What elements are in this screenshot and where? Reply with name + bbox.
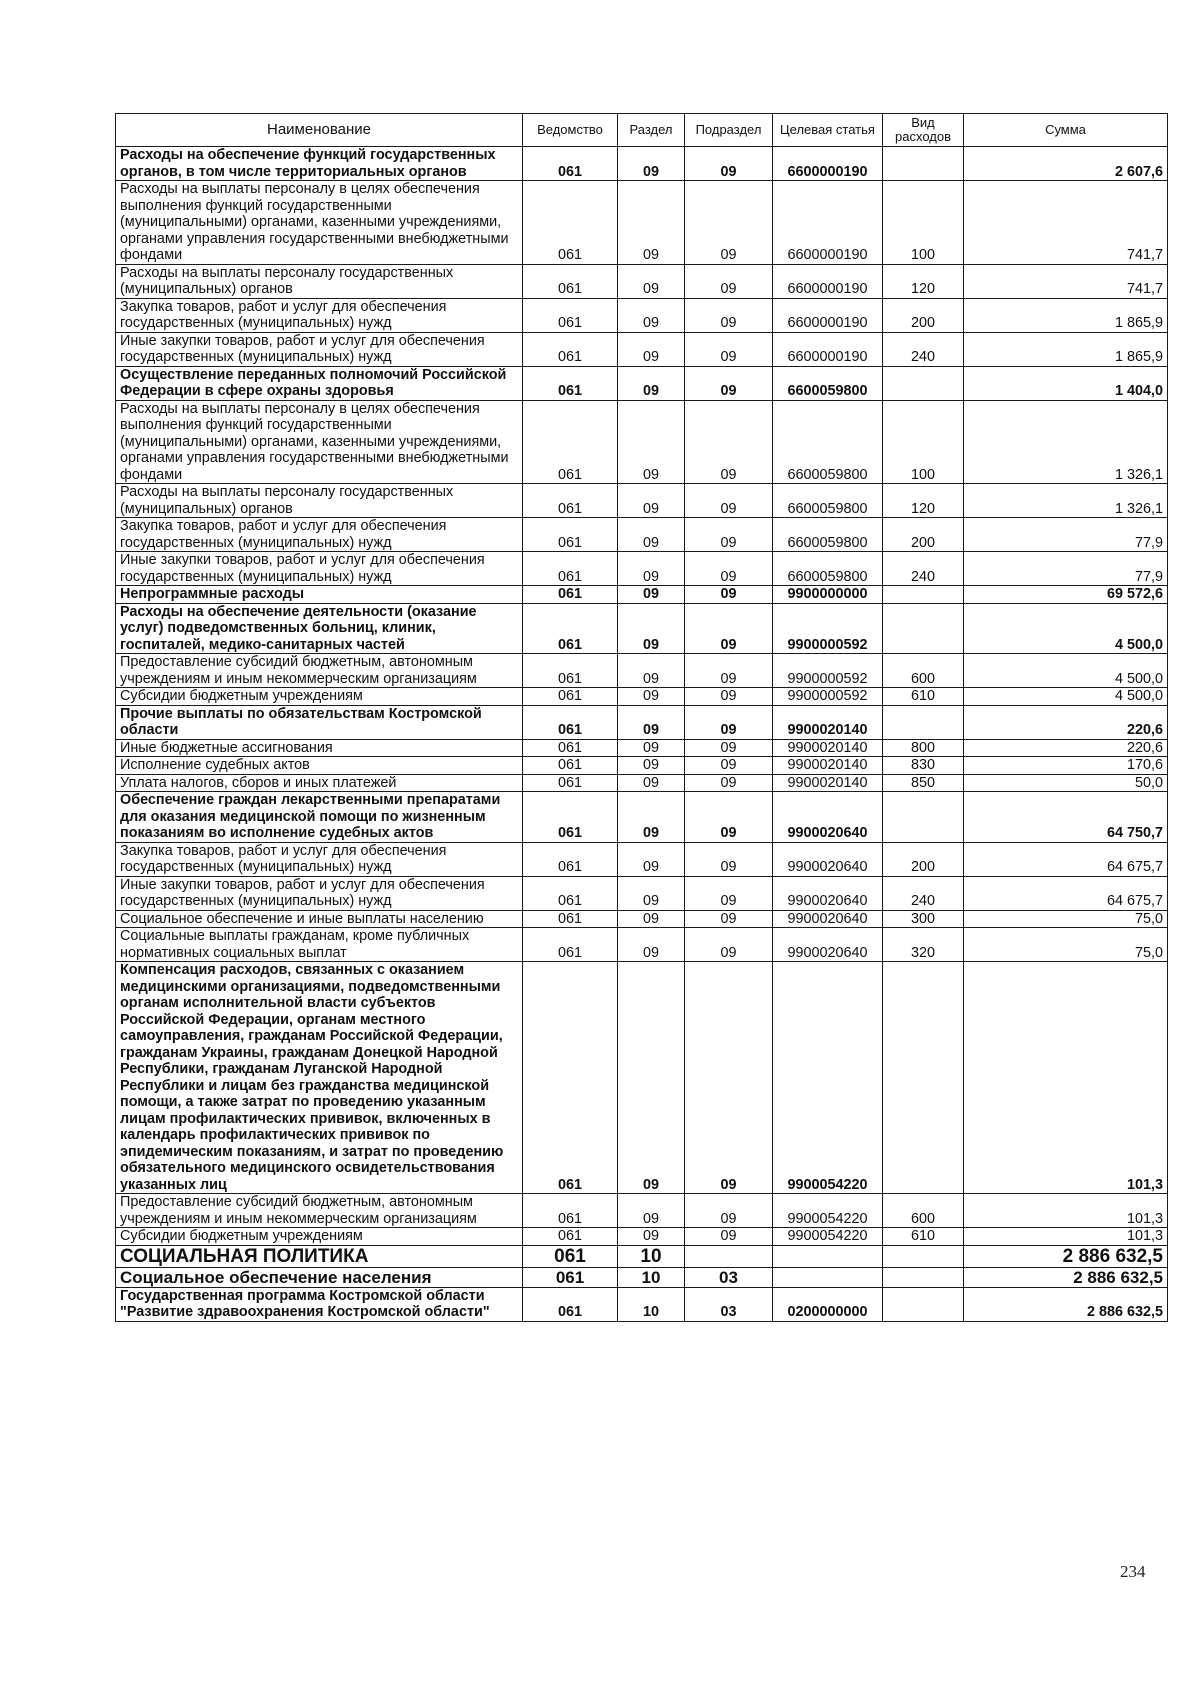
cell-name: Непрограммные расходы xyxy=(116,586,523,604)
cell-name: Иные бюджетные ассигнования xyxy=(116,739,523,757)
cell-subsection: 09 xyxy=(685,147,773,181)
cell-kind: 100 xyxy=(883,181,964,265)
cell-sum: 4 500,0 xyxy=(964,603,1168,654)
budget-sheet xyxy=(115,113,1167,1322)
cell-sum: 1 865,9 xyxy=(964,298,1168,332)
header-subsection: Подраздел xyxy=(685,114,773,147)
cell-subsection xyxy=(685,1245,773,1267)
cell-dept: 061 xyxy=(523,774,618,792)
cell-dept: 061 xyxy=(523,1245,618,1267)
cell-section: 09 xyxy=(618,774,685,792)
cell-section: 09 xyxy=(618,792,685,843)
cell-kind: 300 xyxy=(883,910,964,928)
cell-kind: 120 xyxy=(883,264,964,298)
cell-section: 09 xyxy=(618,688,685,706)
cell-kind xyxy=(883,1267,964,1287)
cell-name: Предоставление субсидий бюджетным, автономным учреждениям и иным некоммерческим организациям xyxy=(116,654,523,688)
cell-sum: 64 750,7 xyxy=(964,792,1168,843)
cell-section: 09 xyxy=(618,484,685,518)
cell-target: 9900020140 xyxy=(773,757,883,775)
cell-target: 9900020640 xyxy=(773,928,883,962)
cell-name: Закупка товаров, работ и услуг для обеспечения государственных (муниципальных) нужд xyxy=(116,518,523,552)
cell-target: 6600000190 xyxy=(773,332,883,366)
cell-target: 6600059800 xyxy=(773,366,883,400)
table-row xyxy=(116,1245,1168,1267)
cell-name: Расходы на выплаты персоналу государственных (муниципальных) органов xyxy=(116,264,523,298)
header-sum: Сумма xyxy=(964,114,1168,147)
cell-kind: 120 xyxy=(883,484,964,518)
cell-target xyxy=(773,1267,883,1287)
cell-kind: 800 xyxy=(883,739,964,757)
cell-dept: 061 xyxy=(523,400,618,484)
cell-subsection: 09 xyxy=(685,586,773,604)
cell-target: 9900020140 xyxy=(773,705,883,739)
cell-dept: 061 xyxy=(523,586,618,604)
cell-subsection: 09 xyxy=(685,298,773,332)
cell-sum: 741,7 xyxy=(964,264,1168,298)
cell-target: 6600059800 xyxy=(773,552,883,586)
cell-dept: 061 xyxy=(523,1267,618,1287)
cell-dept: 061 xyxy=(523,1287,618,1321)
cell-kind: 200 xyxy=(883,298,964,332)
cell-sum: 1 326,1 xyxy=(964,484,1168,518)
cell-section: 09 xyxy=(618,1194,685,1228)
table-row xyxy=(116,264,1168,298)
cell-name: Обеспечение граждан лекарственными препаратами для оказания медицинской помощи по жизненным показаниям во исполнение судебных актов xyxy=(116,792,523,843)
table-row xyxy=(116,842,1168,876)
cell-section: 09 xyxy=(618,147,685,181)
cell-subsection: 09 xyxy=(685,1228,773,1246)
cell-section: 09 xyxy=(618,1228,685,1246)
cell-target: 6600059800 xyxy=(773,484,883,518)
cell-dept: 061 xyxy=(523,654,618,688)
cell-sum: 69 572,6 xyxy=(964,586,1168,604)
table-row xyxy=(116,654,1168,688)
cell-dept: 061 xyxy=(523,792,618,843)
cell-kind: 600 xyxy=(883,654,964,688)
cell-section: 09 xyxy=(618,552,685,586)
cell-kind: 610 xyxy=(883,688,964,706)
cell-subsection: 09 xyxy=(685,366,773,400)
cell-sum: 170,6 xyxy=(964,757,1168,775)
cell-name: Субсидии бюджетным учреждениям xyxy=(116,688,523,706)
cell-section: 09 xyxy=(618,962,685,1194)
cell-subsection: 09 xyxy=(685,603,773,654)
cell-subsection: 09 xyxy=(685,928,773,962)
cell-dept: 061 xyxy=(523,876,618,910)
cell-section: 09 xyxy=(618,518,685,552)
cell-dept: 061 xyxy=(523,147,618,181)
cell-name: Уплата налогов, сборов и иных платежей xyxy=(116,774,523,792)
cell-sum: 64 675,7 xyxy=(964,842,1168,876)
table-row xyxy=(116,603,1168,654)
cell-dept: 061 xyxy=(523,842,618,876)
cell-sum: 1 326,1 xyxy=(964,400,1168,484)
cell-subsection: 09 xyxy=(685,518,773,552)
cell-section: 09 xyxy=(618,586,685,604)
cell-name: Государственная программа Костромской области "Развитие здравоохранения Костромской области" xyxy=(116,1287,523,1321)
cell-section: 09 xyxy=(618,876,685,910)
cell-subsection: 09 xyxy=(685,552,773,586)
cell-dept: 061 xyxy=(523,757,618,775)
cell-name: Расходы на выплаты персоналу государственных (муниципальных) органов xyxy=(116,484,523,518)
table-row xyxy=(116,910,1168,928)
cell-name: Расходы на обеспечение деятельности (оказание услуг) подведомственных больниц, клиник, госпиталей, медико-санитарных частей xyxy=(116,603,523,654)
cell-name: Социальные выплаты гражданам, кроме публичных нормативных социальных выплат xyxy=(116,928,523,962)
cell-subsection: 09 xyxy=(685,962,773,1194)
table-row xyxy=(116,181,1168,265)
cell-kind: 100 xyxy=(883,400,964,484)
cell-name: Закупка товаров, работ и услуг для обеспечения государственных (муниципальных) нужд xyxy=(116,298,523,332)
cell-sum: 4 500,0 xyxy=(964,688,1168,706)
cell-name: Компенсация расходов, связанных с оказанием медицинскими организациями, подведомственными органам исполнительной власти субъектов Российской Федерации, органам местного самоуправления, гражданам Российской Федерации, гражданам Украины, гражданам Донецкой Народной Республики, гражданам Луганской Народной Республики и лицам без гражданства медицинской помощи, а также затрат по проведению указанным лицам профилактических прививок, включенных в календарь профилактических прививок по эпидемическим показаниям, и затрат по проведению обязательного медицинского освидетельствования указанных лиц xyxy=(116,962,523,1194)
cell-dept: 061 xyxy=(523,1228,618,1246)
cell-sum: 101,3 xyxy=(964,962,1168,1194)
cell-kind xyxy=(883,603,964,654)
cell-subsection: 09 xyxy=(685,774,773,792)
cell-target: 6600000190 xyxy=(773,147,883,181)
cell-sum: 220,6 xyxy=(964,739,1168,757)
cell-sum: 64 675,7 xyxy=(964,876,1168,910)
cell-name: Иные закупки товаров, работ и услуг для обеспечения государственных (муниципальных) нужд xyxy=(116,332,523,366)
cell-target: 9900020640 xyxy=(773,842,883,876)
cell-name: Прочие выплаты по обязательствам Костромской области xyxy=(116,705,523,739)
table-row xyxy=(116,400,1168,484)
cell-target: 9900020640 xyxy=(773,910,883,928)
cell-name: Предоставление субсидий бюджетным, автономным учреждениям и иным некоммерческим организациям xyxy=(116,1194,523,1228)
header-section: Раздел xyxy=(618,114,685,147)
cell-dept: 061 xyxy=(523,739,618,757)
cell-target: 9900020140 xyxy=(773,774,883,792)
cell-subsection: 09 xyxy=(685,739,773,757)
cell-target: 9900054220 xyxy=(773,962,883,1194)
table-body xyxy=(116,147,1168,1322)
cell-subsection: 09 xyxy=(685,910,773,928)
cell-target: 9900000000 xyxy=(773,586,883,604)
cell-target: 6600000190 xyxy=(773,264,883,298)
cell-name: Социальное обеспечение и иные выплаты населению xyxy=(116,910,523,928)
cell-sum: 75,0 xyxy=(964,928,1168,962)
cell-target: 6600059800 xyxy=(773,518,883,552)
table-row xyxy=(116,298,1168,332)
cell-subsection: 09 xyxy=(685,654,773,688)
cell-section: 09 xyxy=(618,298,685,332)
cell-section: 09 xyxy=(618,654,685,688)
cell-dept: 061 xyxy=(523,603,618,654)
cell-kind: 200 xyxy=(883,518,964,552)
cell-section: 09 xyxy=(618,264,685,298)
cell-section: 10 xyxy=(618,1287,685,1321)
cell-kind: 320 xyxy=(883,928,964,962)
header-dept: Ведомство xyxy=(523,114,618,147)
cell-subsection: 09 xyxy=(685,484,773,518)
cell-subsection: 03 xyxy=(685,1287,773,1321)
cell-subsection: 09 xyxy=(685,181,773,265)
cell-dept: 061 xyxy=(523,484,618,518)
cell-sum: 77,9 xyxy=(964,552,1168,586)
cell-kind xyxy=(883,147,964,181)
cell-section: 10 xyxy=(618,1245,685,1267)
cell-name: Исполнение судебных актов xyxy=(116,757,523,775)
cell-section: 09 xyxy=(618,181,685,265)
cell-sum: 220,6 xyxy=(964,705,1168,739)
cell-target: 9900000592 xyxy=(773,603,883,654)
cell-subsection: 09 xyxy=(685,842,773,876)
cell-dept: 061 xyxy=(523,910,618,928)
cell-dept: 061 xyxy=(523,332,618,366)
table-row xyxy=(116,757,1168,775)
cell-section: 09 xyxy=(618,842,685,876)
cell-section: 09 xyxy=(618,910,685,928)
cell-target: 9900020640 xyxy=(773,876,883,910)
cell-dept: 061 xyxy=(523,181,618,265)
cell-name: Социальное обеспечение населения xyxy=(116,1267,523,1287)
table-row xyxy=(116,1228,1168,1246)
cell-name: Закупка товаров, работ и услуг для обеспечения государственных (муниципальных) нужд xyxy=(116,842,523,876)
cell-sum: 101,3 xyxy=(964,1228,1168,1246)
table-row xyxy=(116,1287,1168,1321)
cell-name: Субсидии бюджетным учреждениям xyxy=(116,1228,523,1246)
cell-section: 09 xyxy=(618,757,685,775)
cell-section: 09 xyxy=(618,332,685,366)
cell-kind: 200 xyxy=(883,842,964,876)
cell-dept: 061 xyxy=(523,962,618,1194)
cell-section: 09 xyxy=(618,928,685,962)
cell-kind xyxy=(883,792,964,843)
cell-section: 09 xyxy=(618,603,685,654)
cell-kind: 600 xyxy=(883,1194,964,1228)
cell-kind xyxy=(883,1245,964,1267)
cell-sum: 741,7 xyxy=(964,181,1168,265)
cell-sum: 4 500,0 xyxy=(964,654,1168,688)
cell-target: 9900000592 xyxy=(773,688,883,706)
header-kind: Вид расходов xyxy=(883,114,964,147)
cell-kind xyxy=(883,1287,964,1321)
table-row xyxy=(116,928,1168,962)
table-row xyxy=(116,586,1168,604)
budget-table xyxy=(115,113,1168,1322)
table-row xyxy=(116,962,1168,1194)
cell-name: Осуществление переданных полномочий Российской Федерации в сфере охраны здоровья xyxy=(116,366,523,400)
cell-target: 9900020640 xyxy=(773,792,883,843)
cell-sum: 77,9 xyxy=(964,518,1168,552)
cell-kind: 240 xyxy=(883,876,964,910)
cell-kind: 240 xyxy=(883,552,964,586)
cell-section: 09 xyxy=(618,705,685,739)
cell-sum: 2 886 632,5 xyxy=(964,1245,1168,1267)
table-row xyxy=(116,688,1168,706)
cell-sum: 2 607,6 xyxy=(964,147,1168,181)
cell-kind xyxy=(883,586,964,604)
cell-name: Расходы на выплаты персоналу в целях обеспечения выполнения функций государственными (муниципальными) органами, казенными учреждениями, органами управления государственными внебюджетными фондами xyxy=(116,400,523,484)
cell-dept: 061 xyxy=(523,518,618,552)
cell-sum: 50,0 xyxy=(964,774,1168,792)
cell-section: 09 xyxy=(618,366,685,400)
cell-kind: 830 xyxy=(883,757,964,775)
cell-target: 0200000000 xyxy=(773,1287,883,1321)
cell-subsection: 09 xyxy=(685,332,773,366)
cell-dept: 061 xyxy=(523,928,618,962)
cell-subsection: 03 xyxy=(685,1267,773,1287)
table-row xyxy=(116,518,1168,552)
cell-sum: 1 404,0 xyxy=(964,366,1168,400)
cell-name: Расходы на обеспечение функций государственных органов, в том числе территориальных органов xyxy=(116,147,523,181)
cell-section: 10 xyxy=(618,1267,685,1287)
cell-name: Расходы на выплаты персоналу в целях обеспечения выполнения функций государственными (муниципальными) органами, казенными учреждениями, органами управления государственными внебюджетными фондами xyxy=(116,181,523,265)
cell-target xyxy=(773,1245,883,1267)
cell-name: Иные закупки товаров, работ и услуг для обеспечения государственных (муниципальных) нужд xyxy=(116,876,523,910)
cell-kind: 610 xyxy=(883,1228,964,1246)
cell-name: СОЦИАЛЬНАЯ ПОЛИТИКА xyxy=(116,1245,523,1267)
cell-sum: 101,3 xyxy=(964,1194,1168,1228)
cell-dept: 061 xyxy=(523,264,618,298)
cell-dept: 061 xyxy=(523,705,618,739)
cell-dept: 061 xyxy=(523,552,618,586)
table-row xyxy=(116,876,1168,910)
cell-dept: 061 xyxy=(523,1194,618,1228)
cell-kind: 240 xyxy=(883,332,964,366)
cell-sum: 75,0 xyxy=(964,910,1168,928)
table-row xyxy=(116,705,1168,739)
cell-target: 6600000190 xyxy=(773,181,883,265)
page-number: 234 xyxy=(1120,1562,1146,1581)
cell-kind xyxy=(883,366,964,400)
cell-subsection: 09 xyxy=(685,757,773,775)
cell-target: 6600059800 xyxy=(773,400,883,484)
cell-target: 6600000190 xyxy=(773,298,883,332)
cell-subsection: 09 xyxy=(685,705,773,739)
cell-subsection: 09 xyxy=(685,264,773,298)
cell-subsection: 09 xyxy=(685,792,773,843)
cell-target: 9900020140 xyxy=(773,739,883,757)
cell-dept: 061 xyxy=(523,366,618,400)
cell-dept: 061 xyxy=(523,688,618,706)
cell-sum: 1 865,9 xyxy=(964,332,1168,366)
cell-subsection: 09 xyxy=(685,400,773,484)
cell-section: 09 xyxy=(618,739,685,757)
table-row xyxy=(116,332,1168,366)
cell-target: 9900054220 xyxy=(773,1228,883,1246)
header-target: Целевая статья xyxy=(773,114,883,147)
cell-sum: 2 886 632,5 xyxy=(964,1287,1168,1321)
cell-kind: 850 xyxy=(883,774,964,792)
table-row xyxy=(116,792,1168,843)
cell-section: 09 xyxy=(618,400,685,484)
table-row xyxy=(116,1194,1168,1228)
table-row xyxy=(116,366,1168,400)
table-row xyxy=(116,774,1168,792)
cell-sum: 2 886 632,5 xyxy=(964,1267,1168,1287)
table-row xyxy=(116,552,1168,586)
table-row xyxy=(116,739,1168,757)
header-name: Наименование xyxy=(116,114,523,147)
cell-subsection: 09 xyxy=(685,876,773,910)
cell-kind xyxy=(883,705,964,739)
table-row xyxy=(116,1267,1168,1287)
cell-subsection: 09 xyxy=(685,1194,773,1228)
table-row xyxy=(116,147,1168,181)
table-header-row xyxy=(116,114,1168,147)
cell-target: 9900054220 xyxy=(773,1194,883,1228)
cell-target: 9900000592 xyxy=(773,654,883,688)
table-row xyxy=(116,484,1168,518)
cell-subsection: 09 xyxy=(685,688,773,706)
cell-name: Иные закупки товаров, работ и услуг для обеспечения государственных (муниципальных) нужд xyxy=(116,552,523,586)
cell-kind xyxy=(883,962,964,1194)
cell-dept: 061 xyxy=(523,298,618,332)
